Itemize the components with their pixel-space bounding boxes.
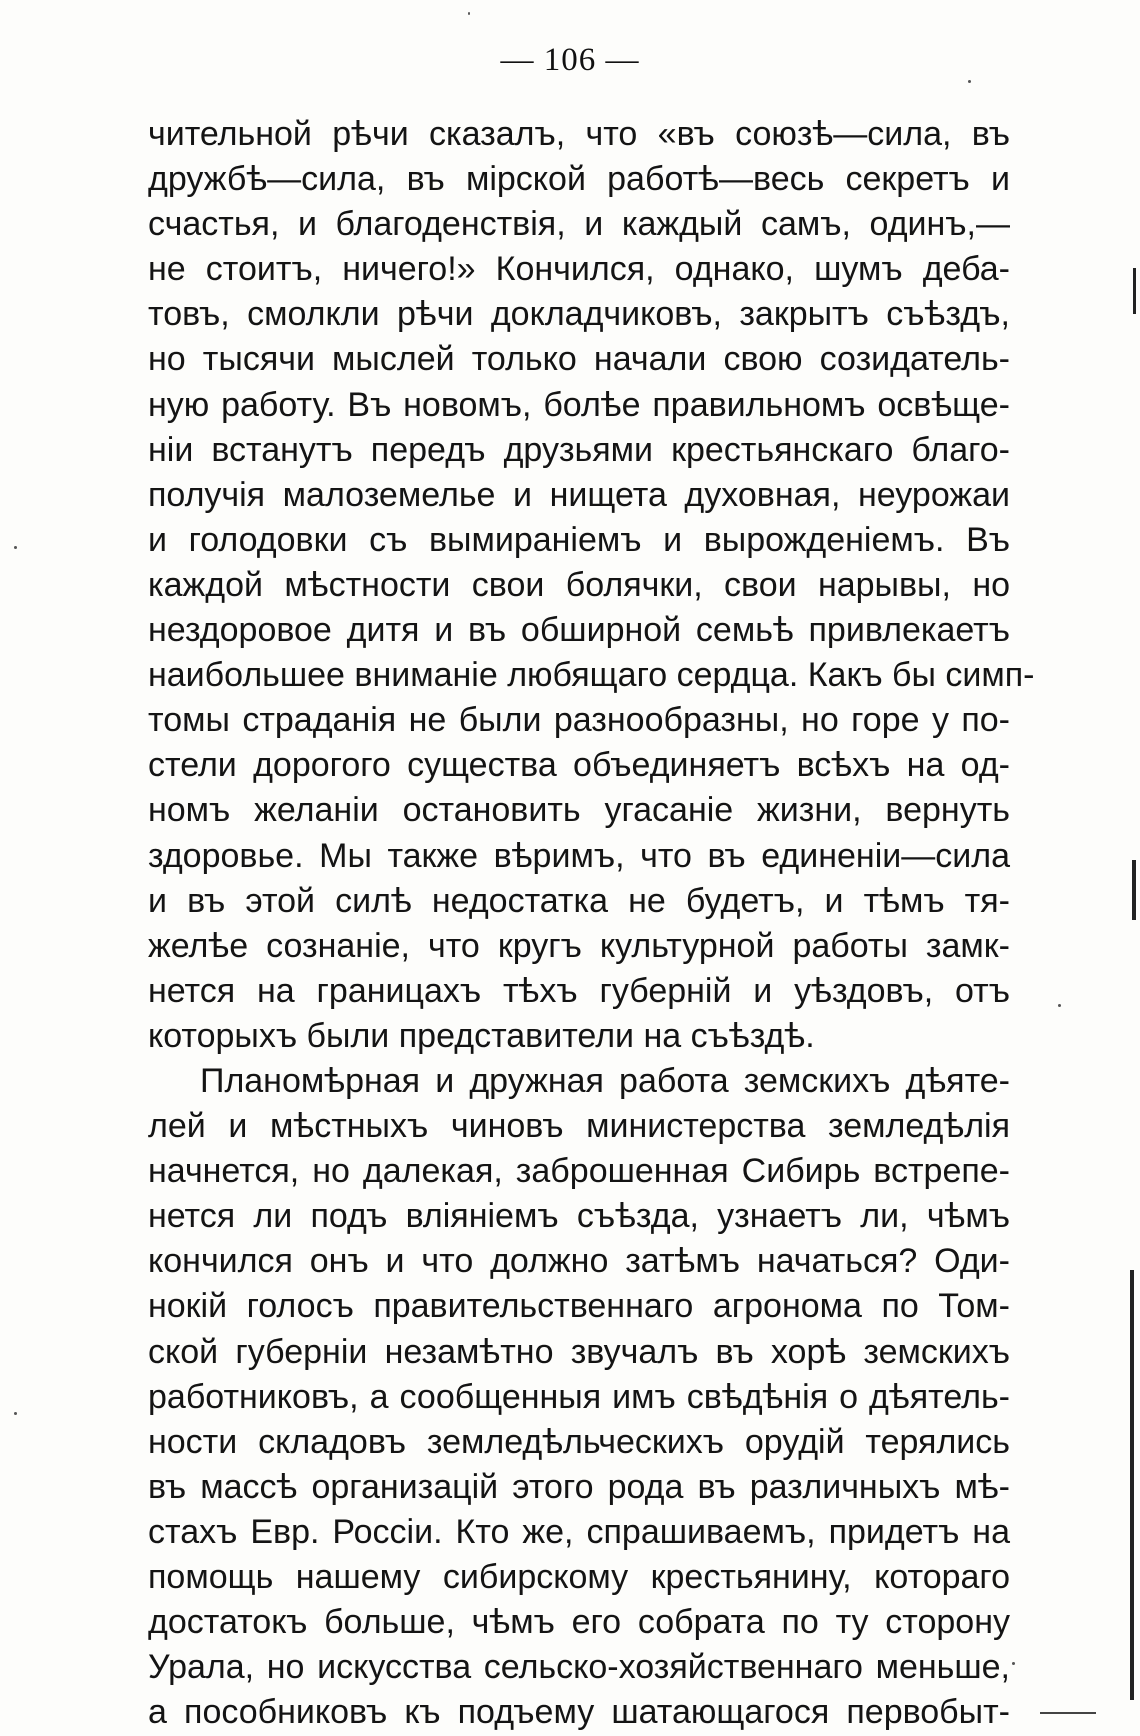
body-text [148, 112, 1035, 1735]
text-line: кончился онъ и что должно затѣмъ начаться? Оди- [148, 1242, 1010, 1281]
text-line: товъ, смолкли рѣчи докладчиковъ, закрытъ съѣздъ, [148, 295, 1010, 334]
text-line: а пособниковъ къ подъему шатающагося первобыт- [148, 1693, 1010, 1732]
text-line: достатокъ больше, чѣмъ его собрата по ту сторону [148, 1603, 1010, 1642]
text-line: получія малоземелье и нищета духовная, неурожаи [148, 475, 1010, 514]
scan-speck [1058, 1004, 1061, 1007]
text-line: и въ этой силѣ недостатка не будетъ, и тѣмъ тя- [148, 881, 1010, 920]
text-line: въ массѣ организацій этого рода въ различныхъ мѣ- [148, 1467, 1010, 1506]
paragraph-1 [148, 112, 1035, 1059]
text-line: и голодовки съ вымираніемъ и вырожденіемъ. Въ [148, 520, 1010, 559]
text-line: ской губерніи незамѣтно звучалъ въ хорѣ земскихъ [148, 1332, 1010, 1371]
scan-speck [14, 1412, 17, 1415]
scan-edge-mark [1040, 1712, 1096, 1714]
scan-speck [968, 80, 971, 83]
text-line: дружбѣ—сила, въ мірской работѣ—весь секретъ и [148, 160, 1010, 199]
text-line: каждой мѣстности свои болячки, свои нарывы, но [148, 565, 1010, 604]
text-line: работниковъ, а сообщенныя имъ свѣдѣнія о дѣятель- [148, 1377, 1010, 1416]
scan-speck [468, 12, 470, 15]
text-line: чительной рѣчи сказалъ, что «въ союзѣ—сила, въ [148, 115, 1010, 153]
text-line: номъ желаніи остановить угасаніе жизни, вернуть [148, 791, 1010, 830]
scan-edge-mark [1132, 860, 1136, 920]
scan-edge-mark [1133, 268, 1136, 314]
text-line: не стоитъ, ничего!» Кончился, однако, шумъ деба- [148, 250, 1010, 289]
text-line: желѣе сознаніе, что кругъ культурной работы замк- [148, 926, 1010, 965]
text-line: Урала, но искусства сельско-хозяйственнаго меньше, [148, 1648, 1010, 1687]
text-line: нется ли подъ вліяніемъ съѣзда, узнаетъ ли, чѣмъ [148, 1197, 1010, 1236]
text-line: нездоровое дитя и въ обширной семьѣ привлекаетъ [148, 611, 1010, 650]
text-line: томы страданія не были разнообразны, но горе у по- [148, 701, 1010, 740]
text-line: нется на границахъ тѣхъ губерній и уѣздовъ, отъ [148, 971, 1010, 1010]
page-number: — 106 — [500, 42, 640, 78]
text-line: ніи встанутъ передъ друзьями крестьянскаго благо- [148, 430, 1010, 469]
text-line: начнется, но далекая, заброшенная Сибирь встрепе- [148, 1152, 1010, 1191]
text-line: нокій голосъ правительственнаго агронома по Том- [148, 1287, 1010, 1326]
text-line: которыхъ были представители на съѣздѣ. [148, 1016, 815, 1055]
text-line: стахъ Евр. Россіи. Кто же, спрашиваемъ, придетъ на [148, 1512, 1010, 1551]
scan-speck [14, 546, 17, 549]
text-line: наибольшее вниманіе любящаго сердца. Какъ бы симп- [148, 656, 1035, 695]
text-line: помощь нашему сибирскому крестьянину, котораго [148, 1558, 1010, 1596]
text-line: Планомѣрная и дружная работа земскихъ дѣяте- [200, 1061, 1010, 1100]
text-line: ности складовъ земледѣльческихъ орудій терялись [148, 1422, 1010, 1461]
text-line: счастья, и благоденствія, и каждый самъ, одинъ,— [148, 205, 1010, 244]
text-line: стели дорогого существа объединяетъ всѣхъ на од- [148, 746, 1010, 785]
text-line: но тысячи мыслей только начали свою созидатель- [148, 340, 1010, 379]
paragraph-2 [148, 1059, 1010, 1735]
scan-speck [1012, 1662, 1015, 1665]
text-line: здоровье. Мы также вѣримъ, что въ единеніи—сила [148, 836, 1010, 875]
scan-edge-mark [1130, 1270, 1134, 1700]
text-line: ную работу. Въ новомъ, болѣе правильномъ освѣще- [148, 385, 1010, 424]
text-line: лей и мѣстныхъ чиновъ министерства земледѣлія [148, 1107, 1010, 1146]
